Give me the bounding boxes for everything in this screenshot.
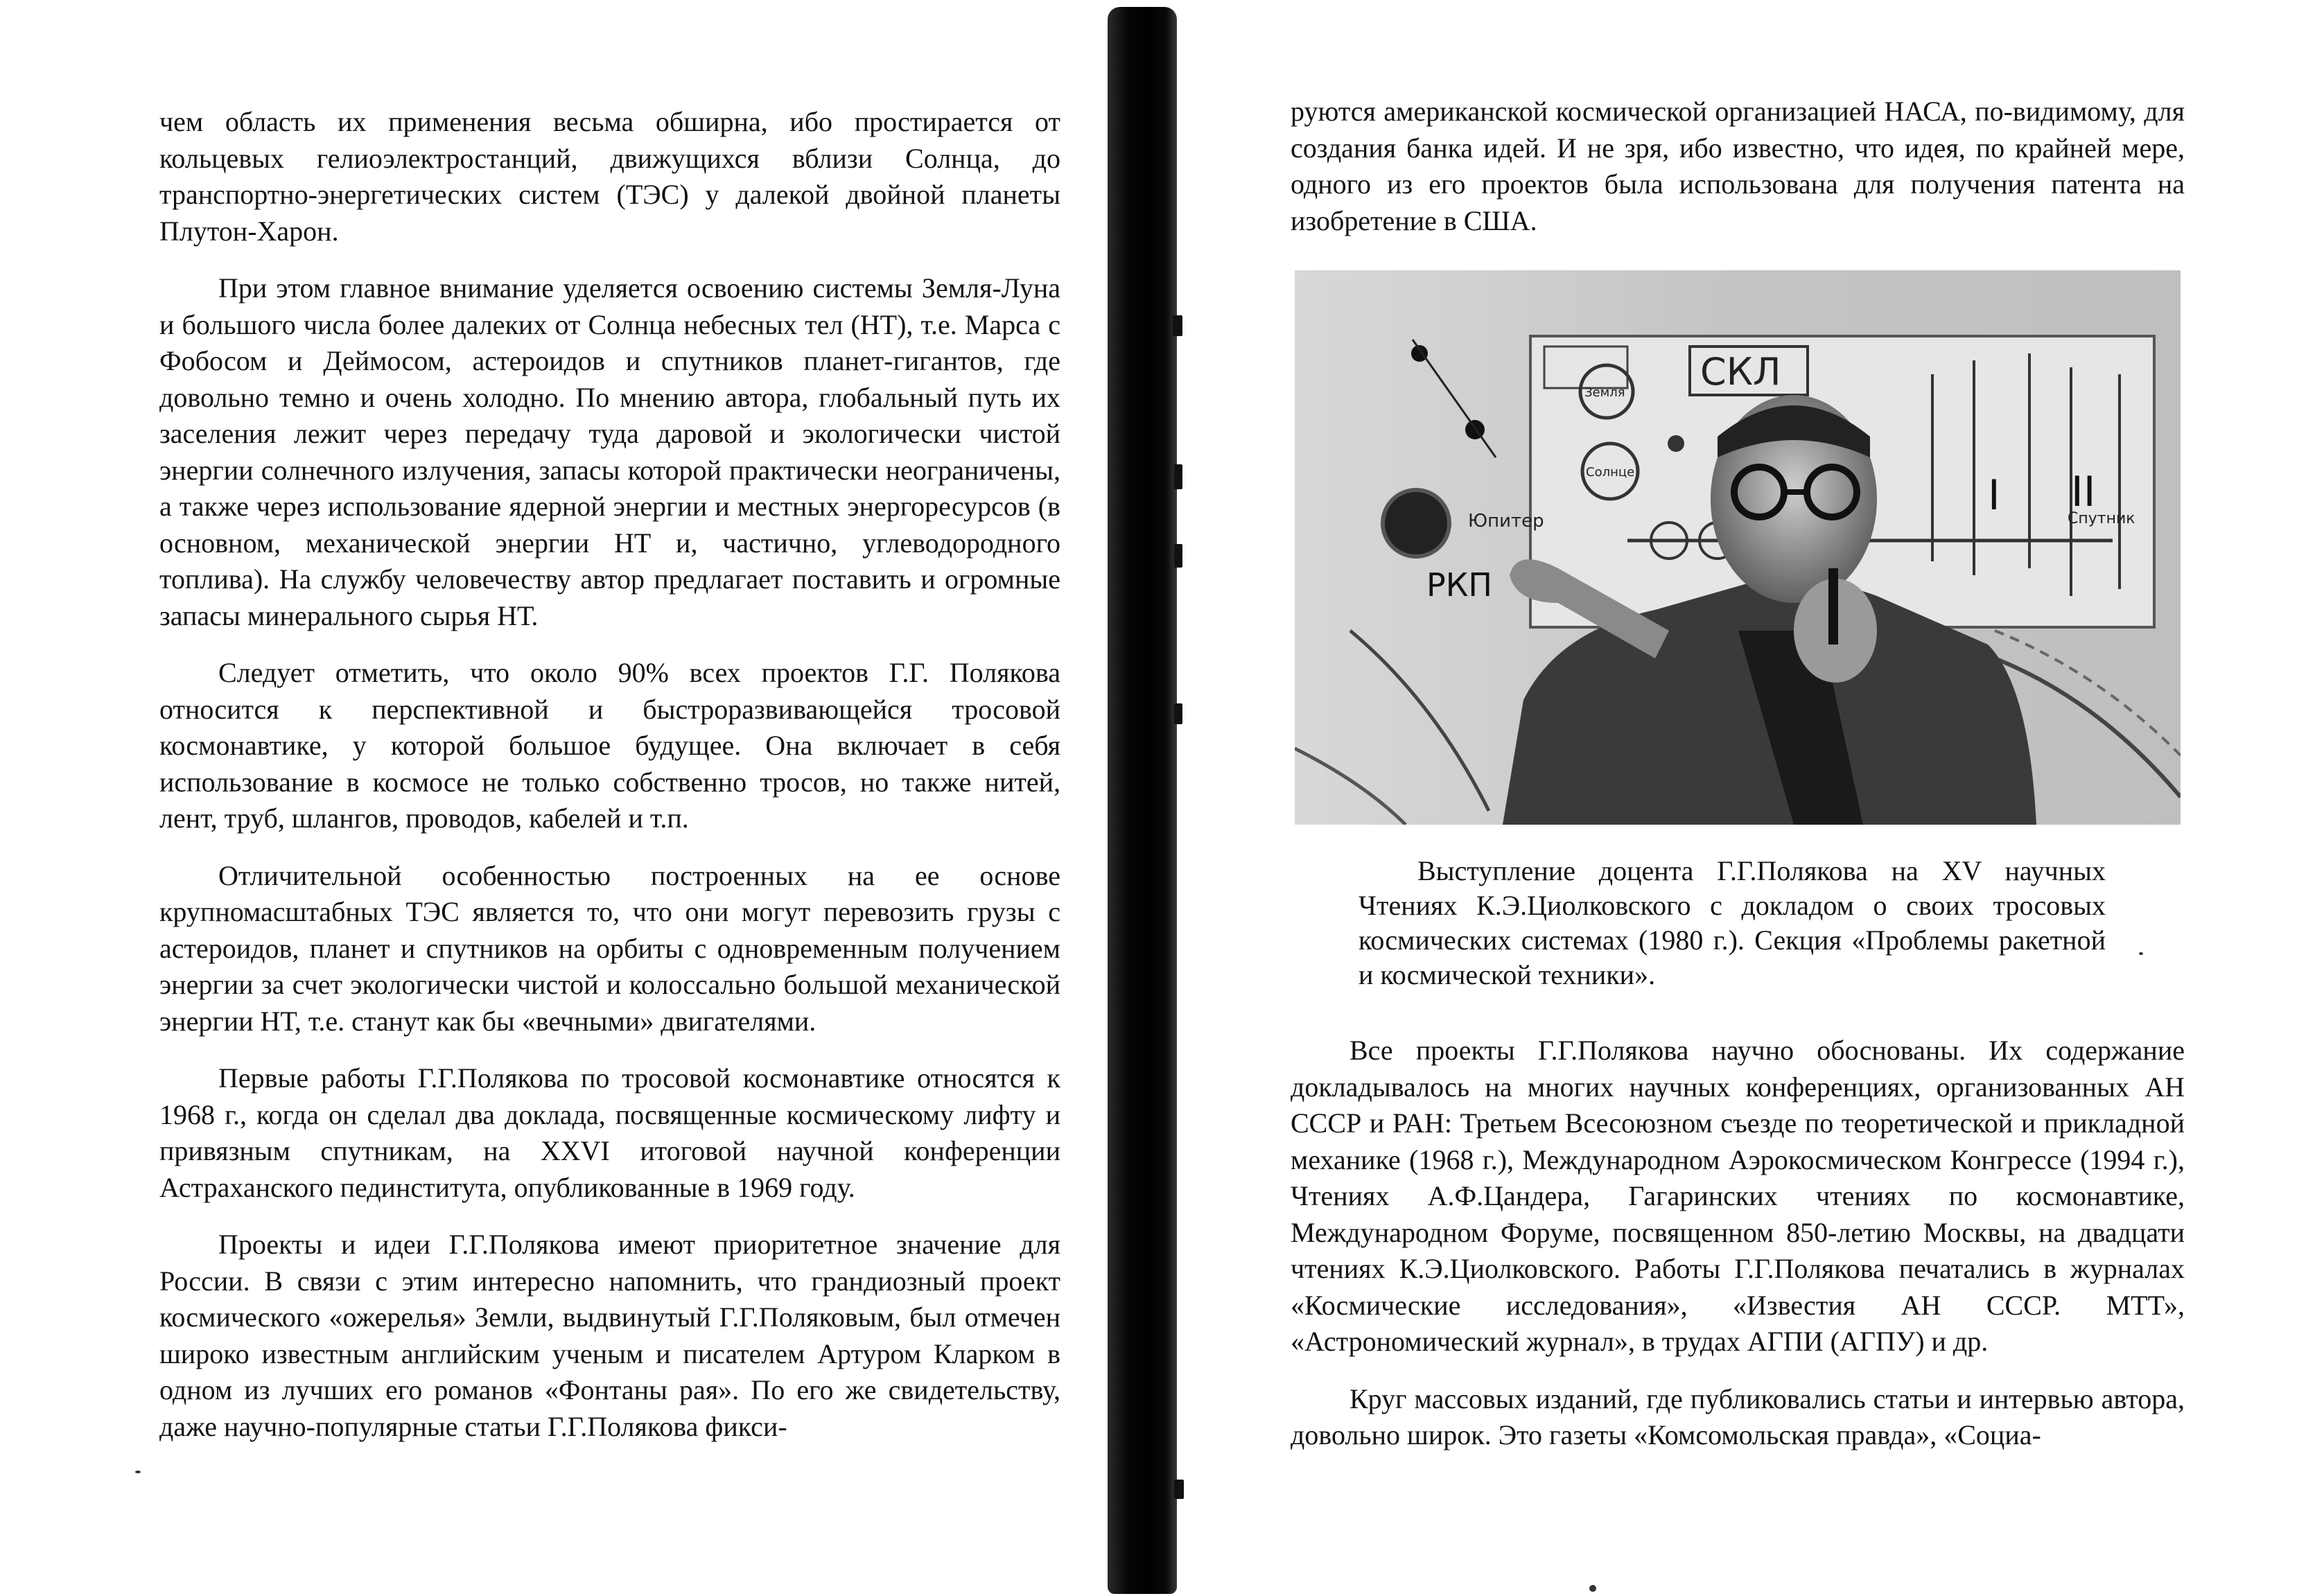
board-label-sputnik: Спутник <box>2068 510 2135 527</box>
left-paragraph-1: чем область их применения весьма обширна, ибо простирается от кольцевых гелиоэлектростанций, движущихся вблизи Солнца, до транспортно-энергетических систем (ТЭС) у далекой двойной планеты Плутон-Харон. <box>159 106 1060 247</box>
lecture-photograph <box>1295 270 2181 825</box>
scan-speck <box>135 1471 141 1473</box>
right-paragraph-1: Все проекты Г.Г.Полякова научно обоснованы. Их содержание докладывалось на многих научных конференциях, организованных АН СССР и РАН: Третьем Всесоюзном съезде по теоретической и прикладной механике (1968 г.), Международном Аэрокосмическом Конгрессе (1994 г.), Чтениях А.Ф.Цандера, Гагаринских чтениях по космонавтике, Международном Форуме, посвященном 850-летию Москвы, на двадцати чтениях К.Э.Циолковского. Работы Г.Г.Полякова печатались в журналах «Космические исследования», «Известия АН СССР. МТТ», «Астрономический журнал», в трудах АГПИ (АГПУ) и др. <box>1291 1035 2185 1357</box>
binding-mark <box>1174 464 1182 489</box>
photo-illustration <box>1295 270 2181 825</box>
photo-caption: Выступление доцента Г.Г.Полякова на XV научных Чтениях К.Э.Циолковского с докладом о своих тросовых космических системах (1980 г.). Секция «Проблемы ракетной и космической техники». <box>1358 855 2106 990</box>
right-paragraph-2: Круг массовых изданий, где публиковались статьи и интервью автора, довольно широк. Это газеты «Комсомольская правда», «Социа- <box>1291 1383 2185 1450</box>
binding-mark <box>1173 315 1182 336</box>
left-paragraph-2: При этом главное внимание уделяется освоению системы Земля-Луна и большого числа более далеких от Солнца небесных тел (НТ), т.е. Марса с Фобосом и Деймосом, астероидов и спутников планет-гигантов, где довольно темно и очень холодно. По мнению автора, глобальный путь их заселения лежит через передачу туда даровой и экологически чистой энергии солнечного излучения, запасы которой практически неограничены, а также через использование ядерной энергии и местных энергоресурсов (в основном, механической энергии НТ и, частично, углеводородного топлива). На службу человечеству автор предлагает поставить и огромные запасы минерального сырья НТ. <box>159 272 1060 631</box>
board-label-earth: Земля <box>1584 385 1625 400</box>
right-page <box>1291 94 2185 260</box>
board-label-rkp: РКП <box>1426 566 1492 604</box>
board-label-roman-2: II <box>2071 468 2096 516</box>
left-paragraph-4: Отличительной особенностью построенных на ее основе крупномасштабных ТЭС является то, что они могут перевозить грузы с астероидов, планет и спутников на орбиты с одновременным получением энергии за счет экологически чистой и колоссально большой механической энергии НТ, т.е. станут как бы «вечными» двигателями. <box>159 859 1060 1037</box>
board-label-skl: СКЛ <box>1700 350 1781 394</box>
book-binding-shadow <box>1108 7 1177 1594</box>
left-page <box>159 104 1060 1466</box>
binding-mark <box>1174 1480 1184 1499</box>
left-paragraph-3: Следует отметить, что около 90% всех проектов Г.Г. Полякова относится к перспективной и быстроразвивающейся тросовой космонавтике, у которой большое будущее. Она включает в себя использование в космосе не только собственно тросов, но также нитей, лент, труб, шлангов, проводов, кабелей и т.п. <box>159 657 1060 834</box>
scan-speck <box>2139 952 2143 955</box>
board-label-roman-1: I <box>1988 471 2000 520</box>
board-label-sun: Солнце <box>1586 465 1635 480</box>
right-page-body <box>1291 1033 2185 1475</box>
left-paragraph-6: Проекты и идеи Г.Г.Полякова имеют приоритетное значение для России. В связи с этим интересно напомнить, что грандиозный проект космического «ожерелья» Земли, выдвинутый Г.Г.Поляковым, был отмечен широко известным английским ученым и писателем Артуром Кларком в одном из лучших его романов «Фонтаны рая». По его же свидетельству, даже научно-популярные статьи Г.Г.Полякова фикси- <box>159 1229 1060 1442</box>
binding-mark <box>1174 544 1182 568</box>
left-paragraph-5: Первые работы Г.Г.Полякова по тросовой космонавтике относятся к 1968 г., когда он сделал два доклада, посвященные космическому лифту и привязным спутникам, на XXVI итоговой научной конференции Астраханского пединститута, опубликованные в 1969 году. <box>159 1062 1060 1203</box>
right-top-paragraph: руются американской космической организацией НАСА, по-видимому, для создания банка идей. И не зря, ибо известно, что идея, по крайней мере, одного из его проектов была использована для получения патента на изобретение в США. <box>1291 96 2185 236</box>
binding-mark <box>1174 703 1182 724</box>
scan-speck <box>1589 1585 1596 1592</box>
board-label-jupiter: Юпитер <box>1468 511 1544 532</box>
